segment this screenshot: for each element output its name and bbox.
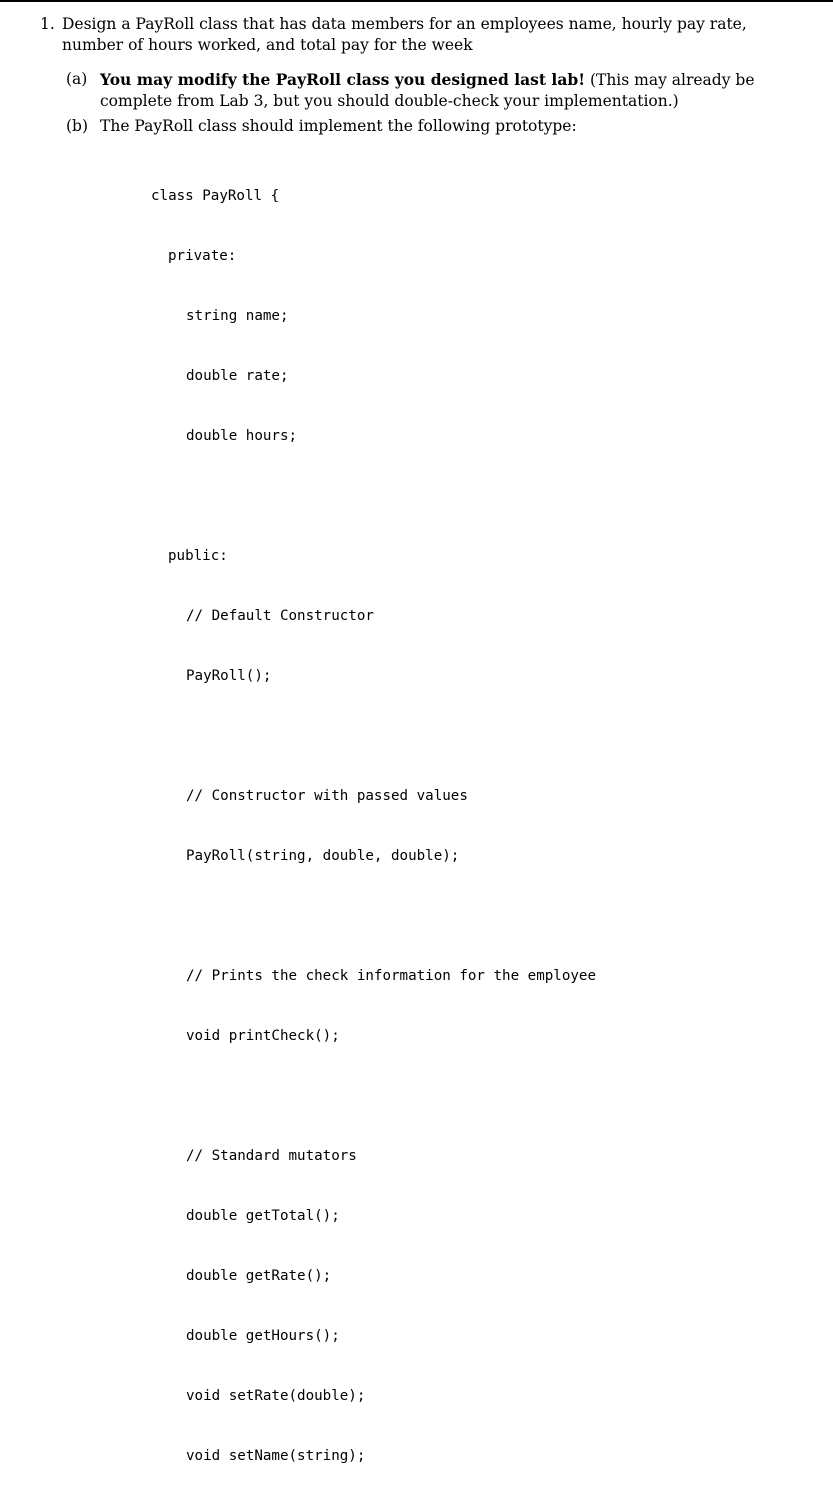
- code-field-hours: double hours;: [186, 428, 298, 444]
- code-comment-mutators: // Standard mutators: [186, 1148, 357, 1164]
- code-print-check: void printCheck();: [186, 1028, 340, 1044]
- part-b-label: (b): [66, 117, 89, 135]
- code-comment-passed: // Constructor with passed values: [186, 788, 468, 804]
- code-field-name: string name;: [186, 308, 289, 324]
- code-set-name: void setName(string);: [186, 1448, 366, 1464]
- code-ctor-passed: PayRoll(string, double, double);: [186, 848, 460, 864]
- code-get-hours: double getHours();: [186, 1328, 340, 1344]
- code-set-rate: void setRate(double);: [186, 1388, 366, 1404]
- part-a-text: (This may already be complete from Lab 3, but you should double-check your implementation.): [100, 71, 755, 110]
- code-ctor-default: PayRoll();: [186, 668, 272, 684]
- top-rule: [0, 0, 833, 2]
- part-b-text: The PayRoll class should implement the following prototype:: [100, 117, 577, 135]
- code-blank-line: [151, 1086, 596, 1106]
- question-text: Design a PayRoll class that has data members for an employees name, hourly pay rate, number of hours worked, and total pay for the week: [62, 15, 747, 54]
- part-a-bold-text: You may modify the PayRoll class you designed last lab!: [100, 70, 586, 89]
- part-a-body: [100, 69, 806, 112]
- code-blank-line: [151, 726, 596, 746]
- code-public-label: public:: [168, 548, 228, 564]
- code-blank-line: [151, 486, 596, 506]
- code-class-decl: class PayRoll {: [151, 188, 280, 204]
- code-blank-line: [151, 906, 596, 926]
- code-comment-print: // Prints the check information for the employee: [186, 968, 596, 984]
- code-get-rate: double getRate();: [186, 1268, 332, 1284]
- code-field-rate: double rate;: [186, 368, 289, 384]
- code-comment-default: // Default Constructor: [186, 608, 374, 624]
- part-a: [66, 69, 806, 112]
- part-a-label: (a): [66, 70, 88, 88]
- question-number: 1.: [40, 15, 55, 33]
- code-private-label: private:: [168, 248, 237, 264]
- code-get-total: double getTotal();: [186, 1208, 340, 1224]
- part-b: [66, 116, 806, 137]
- code-block: [151, 146, 596, 1486]
- question-1: [40, 14, 810, 56]
